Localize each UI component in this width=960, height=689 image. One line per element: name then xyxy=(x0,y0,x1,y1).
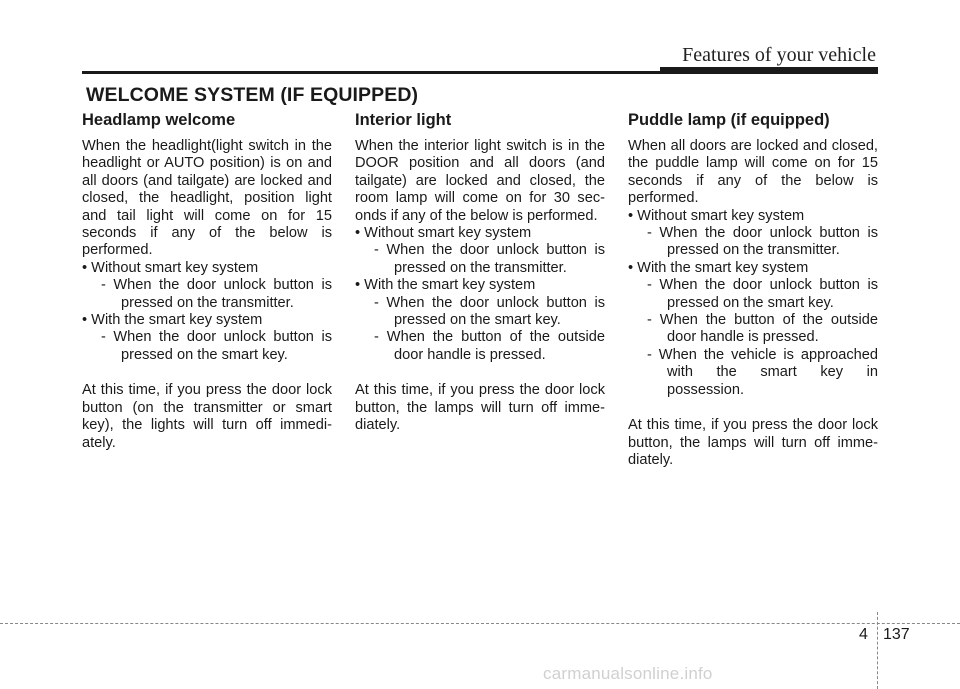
puddle-bullet-with-smart-key: • With the smart key system xyxy=(628,259,809,276)
interior-light-heading: Interior light xyxy=(355,111,452,129)
interior-light-column xyxy=(355,111,605,435)
puddle-intro: When all doors are locked and closed, the puddle lamp will come on for 15 seconds if any of the below is performed. xyxy=(628,138,878,207)
header-title: Features of your vehicle xyxy=(682,44,876,66)
interior-sub-transmitter: - When the door unlock button is pressed on the transmitter. xyxy=(374,242,605,276)
interior-bullet-with-smart-key: • With the smart key system xyxy=(355,277,536,294)
headlamp-welcome-heading: Headlamp welcome xyxy=(82,111,236,129)
interior-sub-smart-key: - When the door unlock button is pressed on the smart key. xyxy=(374,294,605,329)
watermark: carmanualsonline.info xyxy=(543,664,713,683)
puddle-lamp-heading: Puddle lamp (if equipped) xyxy=(628,111,830,129)
page-number: 137 xyxy=(883,626,910,643)
interior-bullet-without-smart-key: • Without smart key system xyxy=(355,225,532,242)
header-rule xyxy=(82,71,660,74)
headlamp-bullet-without-smart-key: • Without smart key system xyxy=(82,259,259,276)
headlamp-sub-smart-key: - When the door unlock button is pressed on the smart key. xyxy=(101,329,332,363)
headlamp-bullet-with-smart-key: • With the smart key system xyxy=(82,312,263,329)
headlamp-welcome-column xyxy=(82,111,332,452)
header-bar xyxy=(660,67,878,74)
interior-intro: When the interior light switch is in the DOOR position and all doors (and tailgate) are locked and closed, the room lamp will come on for 30 sec-onds if any of the below is performed. xyxy=(355,138,605,224)
puddle-bullet-without-smart-key: • Without smart key system xyxy=(628,207,805,224)
puddle-lamp-column xyxy=(628,111,878,469)
footer-dashed-rule xyxy=(0,623,960,624)
puddle-sub-smart-key: - When the door unlock button is pressed on the smart key. xyxy=(647,277,878,311)
interior-closing: At this time, if you press the door lock button, the lamps will turn off imme-diately. xyxy=(355,382,605,434)
puddle-sub-transmitter: - When the door unlock button is pressed on the transmitter. xyxy=(647,225,878,259)
headlamp-intro: When the headlight(light switch in the headlight or AUTO position) is on and all doors (and tailgate) are locked and closed, the headlight, position light and tail light will come on for 15 seconds if any of the below is performed. xyxy=(82,138,332,259)
puddle-sub-outside-handle: - When the button of the outside door handle is pressed. xyxy=(647,312,878,346)
footer-vertical-divider xyxy=(877,612,878,689)
puddle-sub-approach: - When the vehicle is approached with the smart key in possession. xyxy=(647,346,878,398)
headlamp-sub-transmitter: - When the door unlock button is pressed on the transmitter. xyxy=(101,277,332,311)
headlamp-closing: At this time, if you press the door lock button (on the transmitter or smart key), the lights will turn off immedi-ately. xyxy=(82,382,332,451)
section-title: WELCOME SYSTEM (IF EQUIPPED) xyxy=(86,84,419,106)
interior-sub-outside-handle: - When the button of the outside door handle is pressed. xyxy=(374,329,605,363)
page-chapter: 4 xyxy=(859,626,868,643)
puddle-closing: At this time, if you press the door lock button, the lamps will turn off imme-diately. xyxy=(628,417,878,468)
